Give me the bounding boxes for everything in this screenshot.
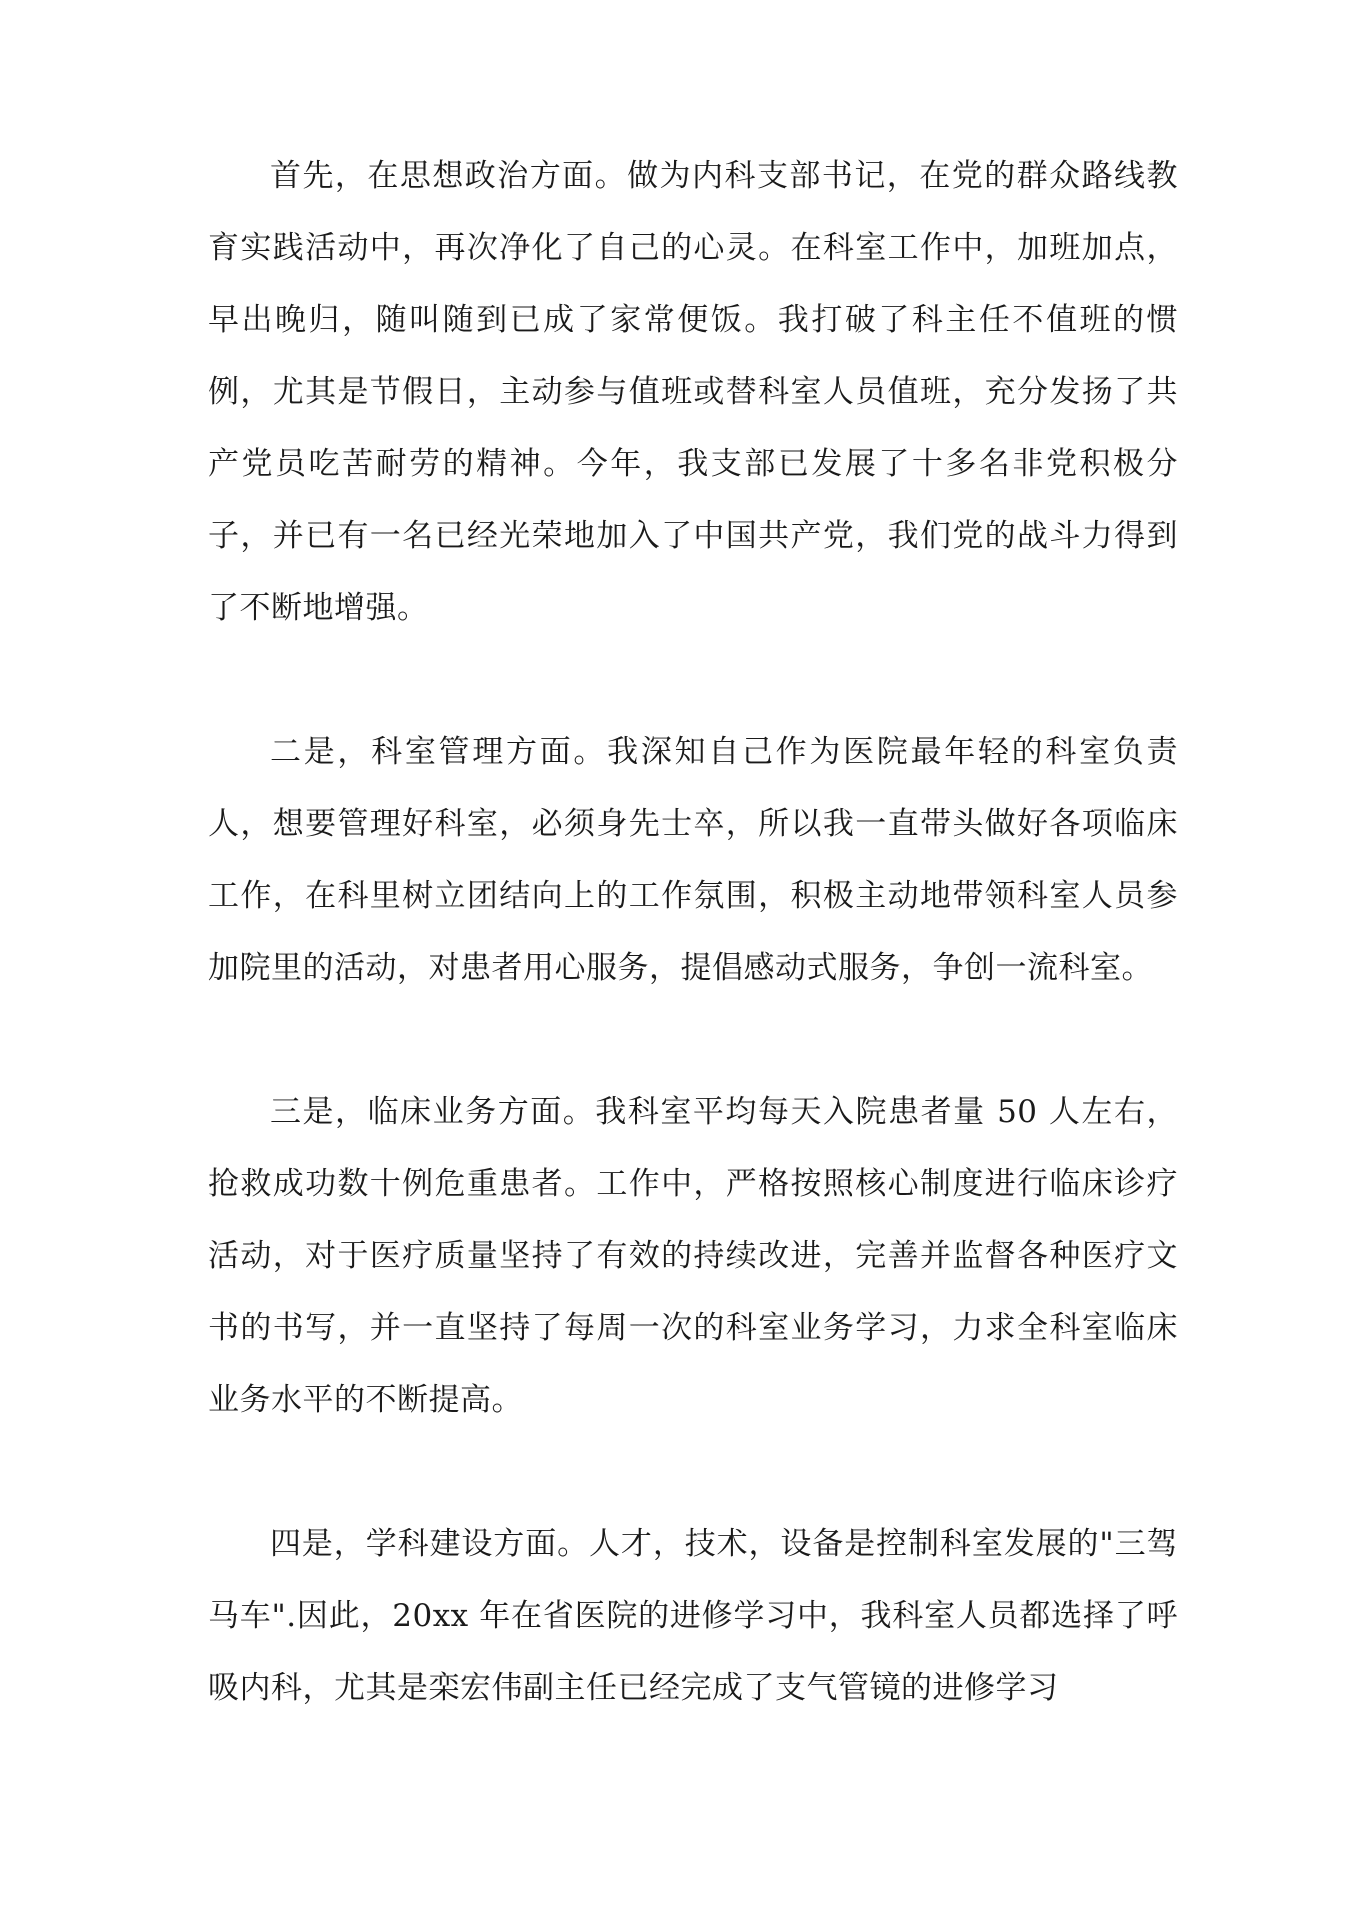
paragraph-discipline: 四是，学科建设方面。人才，技术，设备是控制科室发展的"三驾马车".因此，20xx 年在省医院的进修学习中，我科室人员都选择了呼吸内科，尤其是栾宏伟副主任已经完成了支气管镜的进修学习	[208, 1526, 1178, 1706]
paragraph-clinical: 三是，临床业务方面。我科室平均每天入院患者量 50 人左右，抢救成功数十例危重患者。工作中，严格按照核心制度进行临床诊疗活动，对于医疗质量坚持了有效的持续改进，完善并监督各种医疗文书的书写，并一直坚持了每周一次的科室业务学习，力求全科室临床业务水平的不断提高。	[208, 1094, 1178, 1418]
paragraph-management: 二是，科室管理方面。我深知自己作为医院最年轻的科室负责人，想要管理好科室，必须身先士卒，所以我一直带头做好各项临床工作，在科里树立团结向上的工作氛围，积极主动地带领科室人员参加院里的活动，对患者用心服务，提倡感动式服务，争创一流科室。	[208, 734, 1178, 986]
paragraph-political: 首先，在思想政治方面。做为内科支部书记，在党的群众路线教育实践活动中，再次净化了自己的心灵。在科室工作中，加班加点，早出晚归，随叫随到已成了家常便饭。我打破了科主任不值班的惯例，尤其是节假日，主动参与值班或替科室人员值班，充分发扬了共产党员吃苦耐劳的精神。今年，我支部已发展了十多名非党积极分子，并已有一名已经光荣地加入了中国共产党，我们党的战斗力得到了不断地增强。	[208, 158, 1178, 626]
document-body	[208, 140, 1178, 1724]
